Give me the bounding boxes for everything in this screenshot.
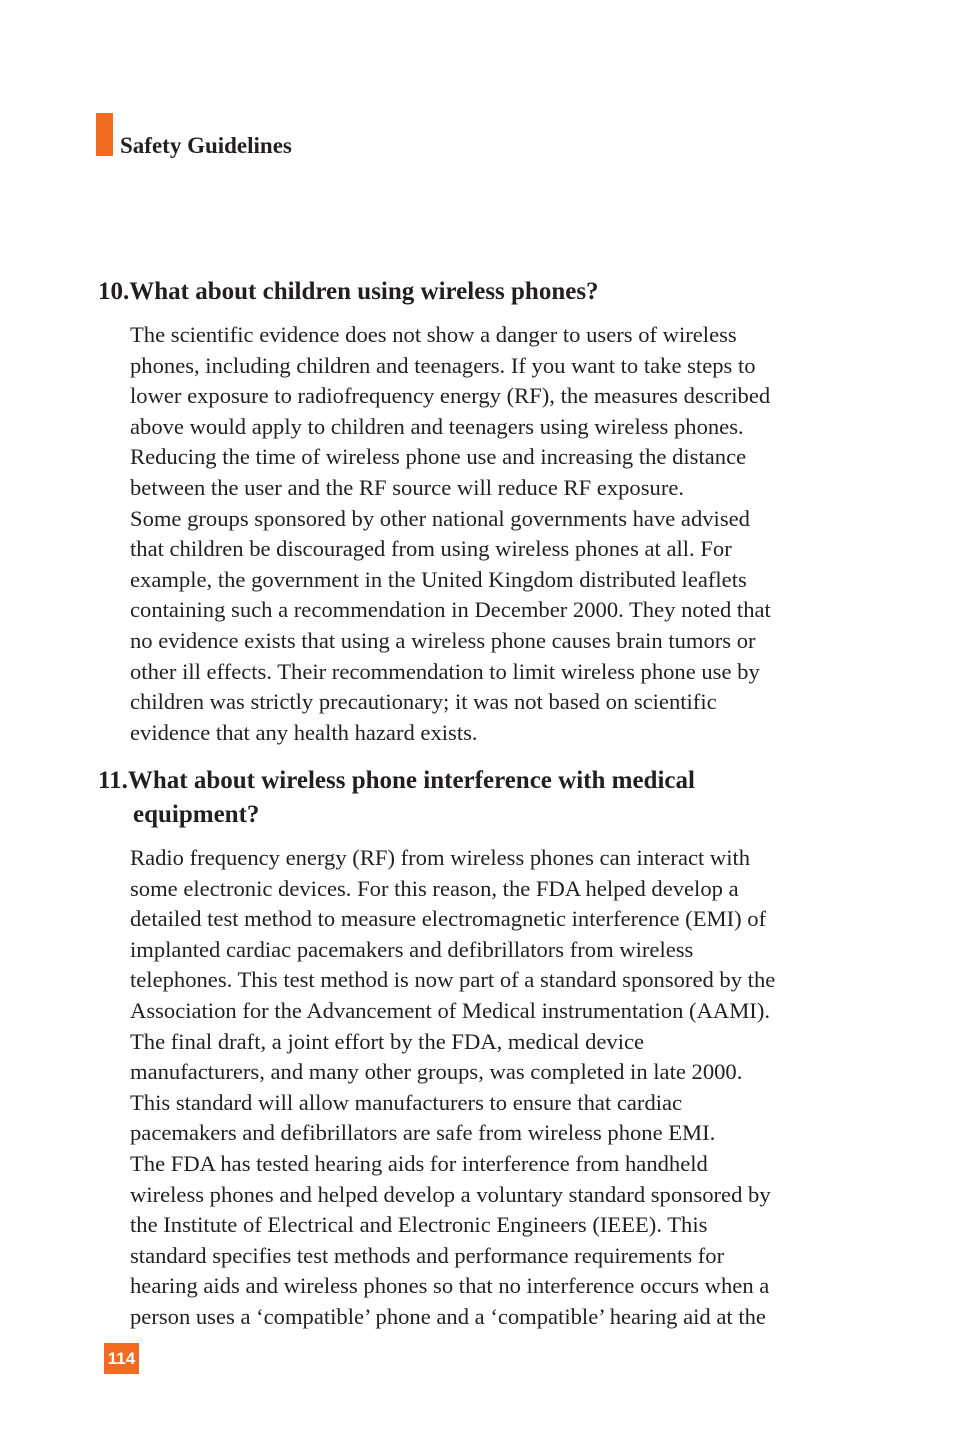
body-line: manufacturers, and many other groups, was completed in late 2000. [130,1059,743,1085]
body-line: phones, including children and teenagers. If you want to take steps to [130,352,756,378]
body-line: other ill effects. Their recommendation to limit wireless phone use by [130,658,760,684]
section-10-body [130,320,850,748]
body-line: lower exposure to radiofrequency energy (RF), the measures described [130,383,771,409]
body-line: The FDA has tested hearing aids for interference from handheld [130,1150,708,1176]
body-line: pacemakers and defibrillators are safe from wireless phone EMI. [130,1120,716,1146]
body-line: detailed test method to measure electromagnetic interference (EMI) of [130,906,767,932]
body-line: hearing aids and wireless phones so that no interference occurs when a [130,1273,770,1299]
body-line: telephones. This test method is now part of a standard sponsored by the [130,967,776,993]
section-10-heading [98,275,599,309]
page-header-title: Safety Guidelines [120,133,292,158]
body-line: no evidence exists that using a wireless phone causes brain tumors or [130,627,756,653]
body-line: This standard will allow manufacturers to ensure that cardiac [130,1089,683,1115]
section-10-heading-line: 10.What about children using wireless phones? [98,278,599,305]
body-line: between the user and the RF source will reduce RF exposure. [130,474,685,500]
body-line: Some groups sponsored by other national governments have advised [130,505,750,531]
body-line: the Institute of Electrical and Electronic Engineers (IEEE). This [130,1212,708,1238]
body-line: that children be discouraged from using wireless phones at all. For [130,536,732,562]
page-number-badge: 114 [104,1343,139,1374]
body-line: standard specifies test methods and performance requirements for [130,1242,725,1268]
header-accent-bar [96,113,113,156]
section-11-heading-line: equipment? [133,801,260,828]
body-line: implanted cardiac pacemakers and defibrillators from wireless [130,936,694,962]
body-line: Reducing the time of wireless phone use and increasing the distance [130,444,747,470]
section-11-heading [98,764,695,832]
body-line: some electronic devices. For this reason, the FDA helped develop a [130,875,739,901]
body-line: The scientific evidence does not show a danger to users of wireless [130,322,737,347]
body-line: wireless phones and helped develop a voluntary standard sponsored by [130,1181,771,1207]
body-line: person uses a ‘compatible’ phone and a ‘compatible’ hearing aid at the [130,1303,766,1329]
body-line: The final draft, a joint effort by the FDA, medical device [130,1028,645,1054]
body-line: Radio frequency energy (RF) from wireless phones can interact with [130,845,751,870]
body-line: children was strictly precautionary; it was not based on scientific [130,689,717,715]
body-line: containing such a recommendation in December 2000. They noted that [130,597,771,623]
body-line: example, the government in the United Kingdom distributed leaflets [130,566,747,592]
section-11-body [130,843,850,1333]
body-line: Association for the Advancement of Medical instrumentation (AAMI). [130,997,770,1023]
section-11-heading-line: 11.What about wireless phone interference with medical [98,767,695,794]
body-line: evidence that any health hazard exists. [130,719,478,745]
body-line: above would apply to children and teenagers using wireless phones. [130,413,744,439]
